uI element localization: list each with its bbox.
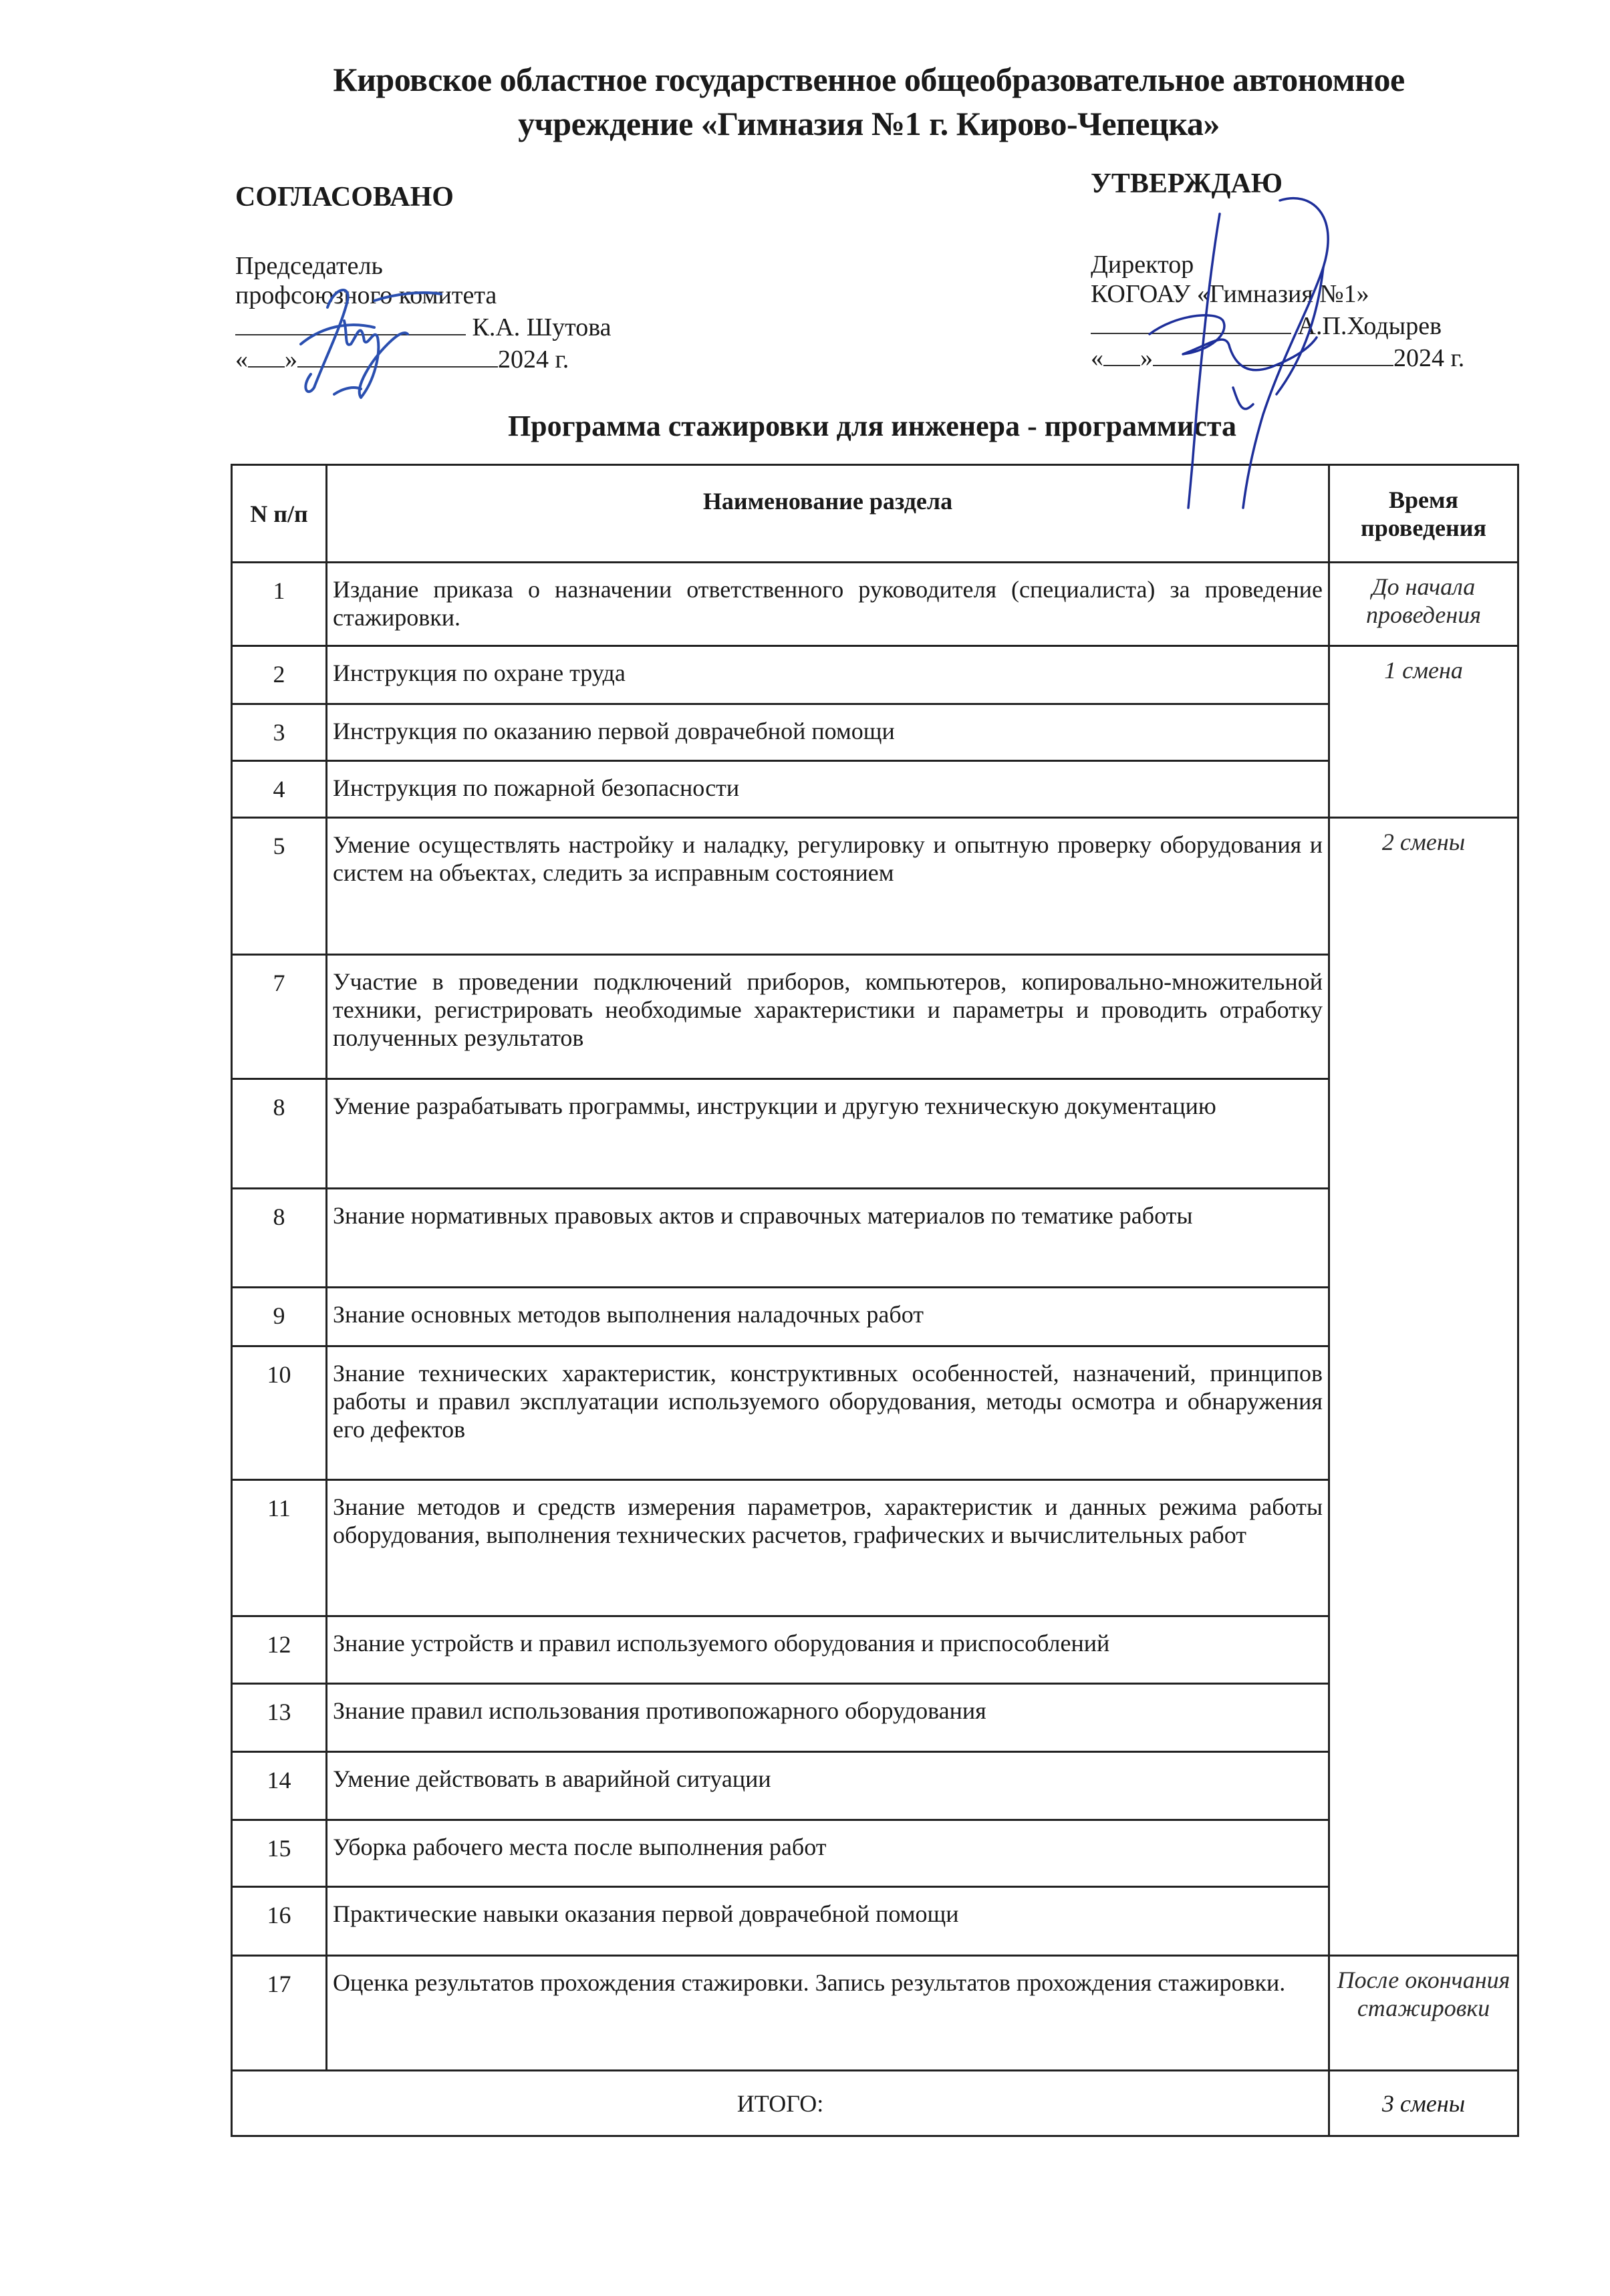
organization-title	[200, 57, 1537, 146]
table-row	[232, 1820, 1518, 1887]
row-number: 10	[232, 1346, 327, 1480]
column-header-time: Время проведения	[1329, 465, 1518, 563]
approved-signer-name: А.П.Ходырев	[1297, 312, 1442, 340]
row-section: Издание приказа о назначении ответственного руководителя (специалиста) за проведение стажировки.	[327, 563, 1329, 646]
row-time: После окончания стажировки	[1329, 1956, 1518, 2071]
table-row	[232, 1616, 1518, 1684]
approved-year: 2024 г.	[1393, 344, 1465, 372]
program-table	[231, 464, 1519, 2137]
row-number: 2	[232, 646, 327, 704]
date-open-quote: «	[235, 345, 248, 374]
day-blank	[248, 342, 285, 368]
row-section: Знание устройств и правил используемого оборудования и приспособлений	[327, 1616, 1329, 1684]
table-row	[232, 955, 1518, 1079]
signature-left-icon	[287, 281, 461, 408]
table-row	[232, 646, 1518, 704]
table-row	[232, 1346, 1518, 1480]
row-section: Знание правил использования противопожарного оборудования	[327, 1684, 1329, 1752]
table-row	[232, 1480, 1518, 1616]
table-row	[232, 704, 1518, 761]
table-row	[232, 818, 1518, 955]
table-row	[232, 1189, 1518, 1288]
row-section: Участие в проведении подключений приборов, компьютеров, копировально-множительной техники, регистрировать необходимые характеристики и параметры и проводить отработку полученных результатов	[327, 955, 1329, 1079]
row-section: Умение действовать в аварийной ситуации	[327, 1752, 1329, 1820]
row-section: Практические навыки оказания первой доврачебной помощи	[327, 1887, 1329, 1956]
table-row	[232, 1079, 1518, 1189]
row-section: Умение разрабатывать программы, инструкции и другую техническую документацию	[327, 1079, 1329, 1189]
row-time: 2 смены	[1329, 818, 1518, 1956]
table-total-row	[232, 2071, 1518, 2136]
document-title: Программа стажировки для инженера - программиста	[507, 410, 1237, 442]
agreed-position-line2: профсоюзного комитета	[235, 281, 497, 309]
row-section: Уборка рабочего места после выполнения работ	[327, 1820, 1329, 1887]
row-number: 11	[232, 1480, 327, 1616]
row-number: 1	[232, 563, 327, 646]
row-section: Умение осуществлять настройку и наладку, регулировку и опытную проверку оборудования и систем на объектах, следить за исправным состоянием	[327, 818, 1329, 955]
column-header-number: N п/п	[232, 465, 327, 563]
row-number: 7	[232, 955, 327, 1079]
agreed-signer-name: К.А. Шутова	[472, 313, 612, 341]
agreed-position-line1: Председатель	[235, 252, 383, 280]
row-time: 1 смена	[1329, 646, 1518, 818]
row-number: 8	[232, 1189, 327, 1288]
approved-heading: УТВЕРЖДАЮ	[1091, 168, 1283, 199]
table-row	[232, 1288, 1518, 1346]
table-row	[232, 1684, 1518, 1752]
row-number: 3	[232, 704, 327, 761]
row-section: Знание технических характеристик, конструктивных особенностей, назначений, принципов работы и правил эксплуатации используемого оборудования, методы осмотра и обнаружения его дефектов	[327, 1346, 1329, 1480]
table-row	[232, 1752, 1518, 1820]
row-number: 8	[232, 1079, 327, 1189]
row-number: 14	[232, 1752, 327, 1820]
row-number: 15	[232, 1820, 327, 1887]
organization-title-line1: Кировское областное государственное общеобразовательное автономное	[333, 61, 1405, 98]
row-number: 13	[232, 1684, 327, 1752]
table-row	[232, 1887, 1518, 1956]
row-number: 5	[232, 818, 327, 955]
date-close-quote: »	[1140, 344, 1153, 372]
approved-position-line1: Директор	[1091, 251, 1194, 279]
row-section: Инструкция по оказанию первой доврачебной помощи	[327, 704, 1329, 761]
row-time: До начала проведения	[1329, 563, 1518, 646]
row-section: Знание методов и средств измерения параметров, характеристик и данных режима работы оборудования, выполнения технических расчетов, графических и вычислительных работ	[327, 1480, 1329, 1616]
row-section: Знание нормативных правовых актов и справочных материалов по тематике работы	[327, 1189, 1329, 1288]
row-section: Оценка результатов прохождения стажировки. Запись результатов прохождения стажировки.	[327, 1956, 1329, 2071]
total-time: 3 смены	[1329, 2071, 1518, 2136]
agreed-year: 2024 г.	[498, 345, 569, 374]
row-number: 12	[232, 1616, 327, 1684]
total-label: ИТОГО:	[232, 2071, 1329, 2136]
row-number: 16	[232, 1887, 327, 1956]
table-row	[232, 563, 1518, 646]
row-number: 4	[232, 761, 327, 818]
date-close-quote: »	[285, 345, 297, 374]
approved-position-line2: КОГОАУ «Гимназия №1»	[1091, 280, 1369, 308]
organization-title-line2: учреждение «Гимназия №1 г. Кирово-Чепецка»	[518, 105, 1220, 142]
row-number: 17	[232, 1956, 327, 2071]
table-row	[232, 761, 1518, 818]
agreed-heading: СОГЛАСОВАНО	[235, 182, 454, 212]
date-open-quote: «	[1091, 344, 1103, 372]
signature-right-icon	[1109, 194, 1390, 515]
row-section: Знание основных методов выполнения наладочных работ	[327, 1288, 1329, 1346]
column-header-section: Наименование раздела	[327, 465, 1329, 563]
row-section: Инструкция по пожарной безопасности	[327, 761, 1329, 818]
table-row	[232, 1956, 1518, 2071]
row-section: Инструкция по охране труда	[327, 646, 1329, 704]
row-number: 9	[232, 1288, 327, 1346]
